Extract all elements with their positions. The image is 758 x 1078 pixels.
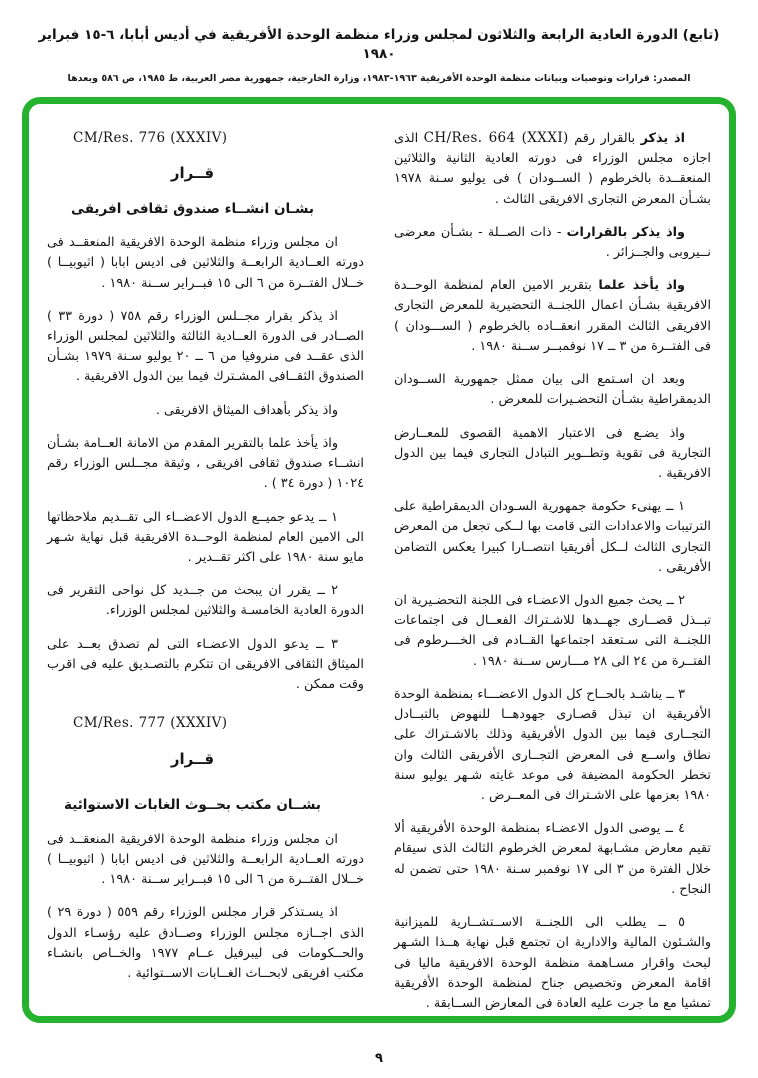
- paragraph: ٢ ــ يقرر ان يبحث من جــديد كل نواحى التقرير فى الدورة العادية الخامسـة والثلاثين لمجلس الوزراء.: [47, 583, 364, 619]
- resolution-heading: قــرار: [170, 164, 215, 183]
- resolution-subject: بشـان انشــاء صندوق ثقافى افريقى: [71, 200, 314, 217]
- resolution-777: [47, 713, 364, 984]
- paragraph: ١ ــ يهنىء حكومة جمهورية السـودان الديمقراطية على الترتيبات والاعدادات التى قامت بها لــكى تجعل من المعرض التجارى الثالث لــكل أفريقيا انتصــارا كبيرا يعكس التضامن الأفريقى .: [394, 499, 711, 575]
- resolution-ref-text: CM/Res. 776 (XXXIV): [73, 129, 228, 146]
- resolution-ref: [47, 128, 364, 149]
- paragraph: ٣ ــ يدعو الدول الاعضـاء التى لم تصدق بعــد على الميثاق الثقافى الافريقى ان تتكرم بالتصـديق عليه فى اقرب وقت ممكن .: [47, 636, 364, 693]
- resolution-ref-text: CM/Res. 777 (XXXIV): [73, 715, 228, 732]
- page-number: ٩: [375, 1051, 383, 1066]
- resolution-ref: [47, 713, 364, 734]
- page-header: [0, 0, 758, 84]
- column-right: [394, 128, 711, 1011]
- lead-phrase: واذ يأخذ علما: [598, 278, 685, 294]
- paragraph: ١ ــ يدعو جميــع الدول الاعضــاء الى تقــديم ملاحظاتها الى الامين العام لمنظمة الوحــدة الافريقية قبل نهاية شـهر مايو سنة ١٩٨٠ على اكثر تقــدير .: [47, 509, 364, 565]
- paragraph: [394, 223, 711, 263]
- content-frame: [22, 97, 736, 1023]
- paragraph: ان مجلس وزراء منظمة الوحدة الافريقية المنعقــد فى دورته العــادية الرابعــة والثلاثين فى اديس ابابا ( اثيوبيــا ) خــلال الفتــرة من ٦ الى ١٥ فبــراير ســنة ١٩٨٠ .: [47, 235, 364, 291]
- paragraph: واذ يأخذ علما بالتقرير المقدم من الامانة العــامة بشـأن انشــاء صندوق ثقافى افريقى ، وثيقة مجــلس الوزراء رقم ١٠٢٤ ( دورة ٣٤ ) .: [47, 435, 364, 492]
- source-citation: المصدر: قرارات وتوصيات وبيانات منظمة الوحدة الأفريقية ١٩٦٣-١٩٨٣، وزارة الخارجية، جمهورية مصر العربية، ط ١٩٨٥، ص ٥٨٦ وبعدها: [67, 72, 691, 84]
- resolution-776: [47, 128, 364, 696]
- paragraph: اذ يسـتذكر قرار مجلس الوزراء رقم ٥٥٩ ( دورة ٢٩ ) الذى اجــازه مجلس الوزراء وصــادق عليه رؤسـاء الدول والحــكومات فى ليبرفيل عــام ١٩٧٧ والخــاص بانشـاء مكتب افريقى لابحــاث الغــابات الاســتوائية .: [47, 905, 364, 981]
- session-title: (تابع) الدورة العادية الرابعة والثلاثون لمجلس وزراء منظمة الوحدة الأفريقية في أديس أبابا، ٦-١٥ فبراير ١٩٨٠: [38, 27, 720, 62]
- lead-phrase: اذ يذكر: [640, 130, 685, 146]
- paragraph: [394, 128, 711, 210]
- paragraph-text: الذى اجازه مجلس الوزراء فى دورته العادية الثانية والثلاثين المنعقــدة بالخرطوم ( الســودان ) فى يوليو سـنة ١٩٧٨ بشـأن المعرض التجارى الافريقى الثالث .: [394, 130, 711, 207]
- paragraph: ٣ ــ يناشـد بالحــاح كل الدول الاعضـــاء بمنظمة الوحدة الأفريقية ان تبذل قصـارى جهودهــا للنهوض بالتبــادل التجــارى فيما بين الدول الأفريقية وذلك بالاشـتراك على نطاق واســع فى المعرض التجــارى الأفريقى الثالث وان تخطر الحكومة المضيفة فى موعد غايته شـهر يوليو سنة ١٩٨٠ بعزمها على الاشـتراك فى المعــرض .: [394, 686, 711, 804]
- paragraph: واذ يضـع فى الاعتبار الاهمية القصوى للمعــارض التجارية فى تقوية وتطــوير التبادل التجارى فيما بين الدول الافريقية .: [394, 425, 711, 481]
- paragraph: واذ يذكر بأهداف الميثاق الافريقى .: [155, 402, 338, 418]
- paragraph: [394, 276, 711, 357]
- resolution-subject: بشــان مكتب بحــوث الغابات الاستوائية: [64, 797, 321, 814]
- paragraph-text: بتقرير الامين العام لمنظمة الوحــدة الافريقية بشـأن اعمال اللجنــة التحضيرية للمعرض التجارى الافريقى الثالث المقرر انعقــاده بالخرطوم ( الســـودان ) فى الفتــرة من ٣ ــ ١٧ نوفمبــر ســنة ١٩٨٠ .: [394, 278, 711, 354]
- paragraph: ٥ ــ يطلب الى اللجنــة الاســتشــارية للميزانية والشـئون المالية والادارية ان تجتمع قبل نهاية هــذا الشـهر لبحث واقرار مسـاهمة منظمة الوحدة الافريقية ماليا فى اقامة المعرض وتخصيص جناح لمنظمة الوحدة الأفريقية تمشيا مع ما جرت عليه العادة فى المعارض الســابقة .: [394, 915, 711, 1011]
- paragraph: ان مجلس وزراء منظمة الوحدة الافريقية المنعقــد فى دورته العــادية الرابعــة والثلاثين فى اديس ابابا ( اثيوبيــا ) خــلال الفتــرة من ٦ الى ١٥ فبــراير ســنة ١٩٨٠ .: [47, 831, 364, 888]
- resolution-ref: CH/Res. 664 (XXXI): [423, 129, 569, 146]
- resolution-heading: قــرار: [170, 749, 215, 768]
- paragraph: ٢ ــ يحث جميع الدول الاعضـاء فى اللجنة التحضـيرية ان تبــذل قصــارى جهــدها للاشـتراك الفعــال فى اجتماعات اللجنــة التى سـتعقد اجتماعها القــادم فى الخـــرطوم فى الفتــرة من ٢٤ الى ٢٨ مـــارس ســنة ١٩٨٠ .: [394, 593, 711, 669]
- paragraph: اذ يذكر بقرار مجــلس الوزراء رقم ٧٥٨ ( دورة ٣٣ ) الصــادر فى الدورة العــادية الثالثة والثلاثين لمجلس الوزراء الذى عقــد فى منروفيا من ٦ ــ ٢٠ يوليو سـنة ١٩٧٩ بشـأن الصندوق الثقــافى المشـترك فيما بين الدول الافريقية .: [47, 308, 364, 385]
- column-left: [47, 128, 364, 1002]
- paragraph: ٤ ــ يوصى الدول الاعضـاء بمنظمة الوحدة الأفريقية ألا تقيم معارض مشـابهة لمعرض الخرطوم الثالث الذى سيقام خلال الفترة من ٣ الى ١٧ نوفمبر سـنة ١٩٨٠ حتى تضمن له النجاح .: [394, 821, 711, 897]
- paragraph-text: بالقرار رقم: [568, 130, 641, 146]
- paragraph-text: - ذات الصــلة - بشـأن معرضى نــيروبى والجــزائر .: [394, 224, 711, 260]
- lead-phrase: واذ يذكر بالقرارات: [566, 224, 685, 240]
- paragraph: وبعد ان اسـتمع الى بيان ممثل جمهورية الســودان الديمقراطية بشـأن التحضـيرات للمعرض .: [394, 372, 711, 408]
